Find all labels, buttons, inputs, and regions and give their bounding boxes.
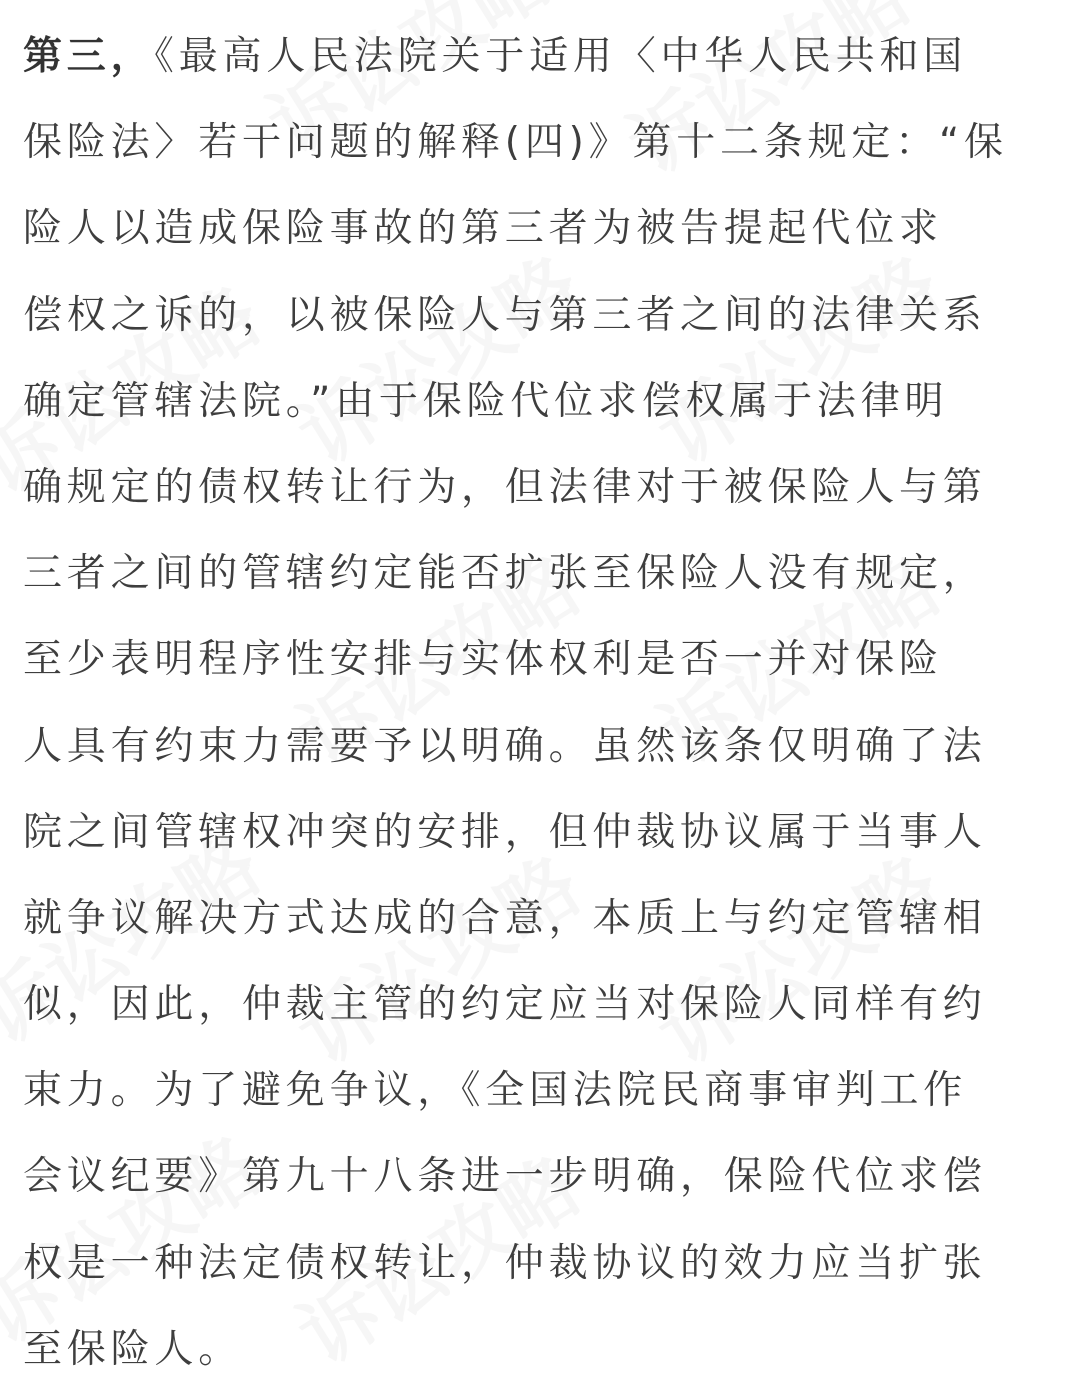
text-line: 三者之间的管辖约定能否扩张至保险人没有规定，: [23, 551, 987, 597]
text-line: 权是一种法定债权转让，仲裁协议的效力应当扩张: [23, 1240, 987, 1286]
text-line: 院之间管辖权冲突的安排，但仲裁协议属于当事人: [23, 809, 987, 855]
text-line: 偿权之诉的，以被保险人与第三者之间的法律关系: [23, 292, 987, 338]
text-line: 束力。为了避免争议，《全国法院民商事审判工作: [23, 1068, 968, 1114]
article-body: [23, 0, 1060, 1393]
text-line: 会议纪要》第九十八条进一步明确，保险代位求偿: [23, 1154, 987, 1200]
text-line: 确规定的债权转让行为，但法律对于被保险人与第: [23, 464, 987, 510]
text-line: 似，因此，仲裁主管的约定应当对保险人同样有约: [23, 982, 987, 1028]
text-line: 就争议解决方式达成的合意，本质上与约定管辖相: [23, 895, 987, 941]
text-line: 险人以造成保险事故的第三者为被告提起代位求: [23, 206, 943, 252]
text-line: 至保险人。: [23, 1326, 243, 1372]
text-line: 人具有约束力需要予以明确。虽然该条仅明确了法: [23, 723, 987, 769]
text-line: 确定管辖法院。”由于保险代位求偿权属于法律明: [23, 378, 949, 424]
text-line: 至少表明程序性安排与实体权利是否一并对保险: [23, 637, 943, 683]
text-line: 保险法〉若干问题的解释(四)》第十二条规定：“保: [23, 120, 1008, 166]
section-label: 第三，: [23, 34, 155, 79]
text-line: [23, 14, 1060, 100]
text-line-content: 《最高人民法院关于适用〈中华人民共和国: [154, 34, 968, 79]
